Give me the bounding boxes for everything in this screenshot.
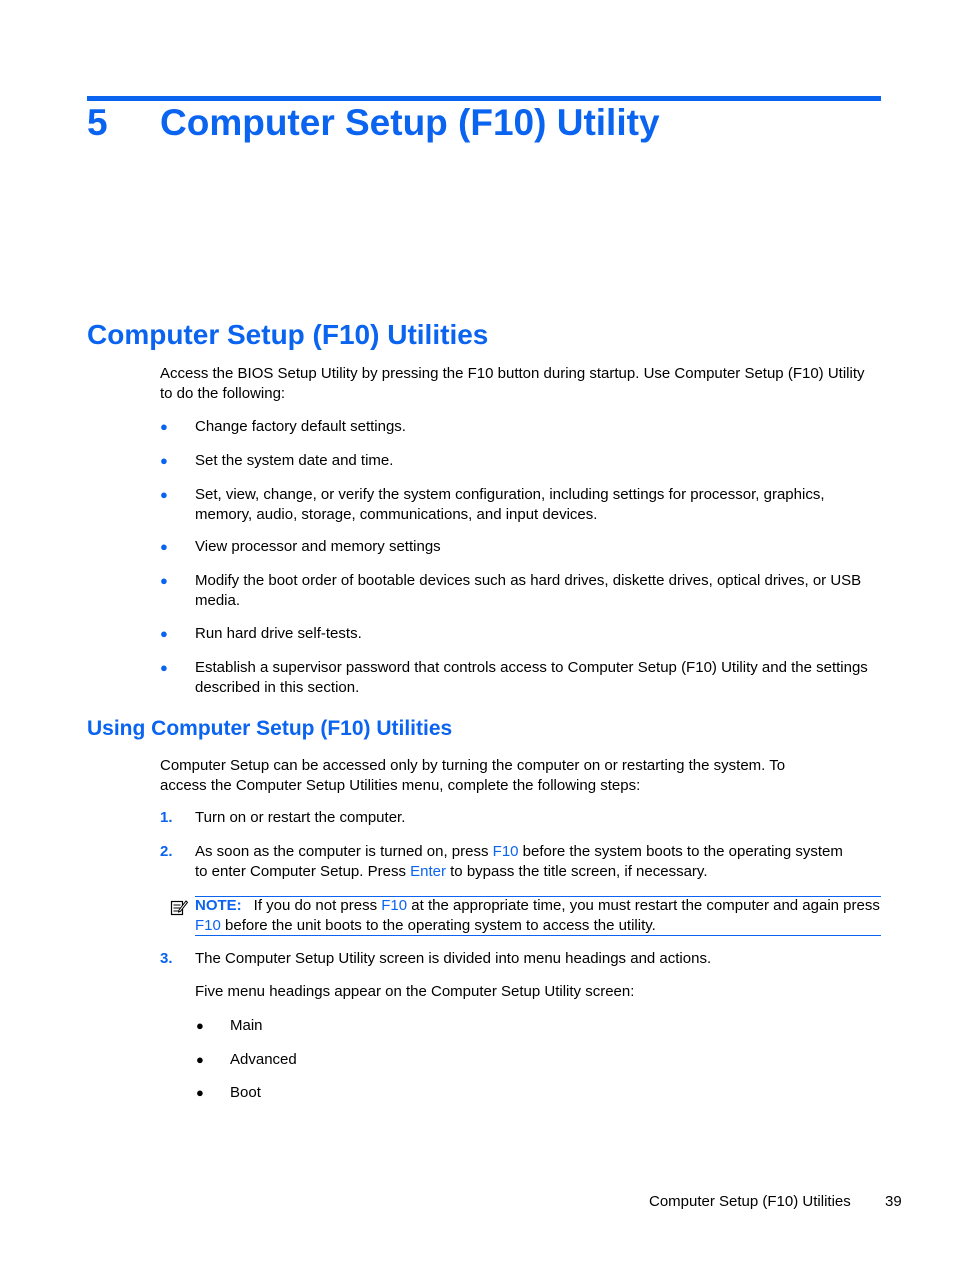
step-3-sub: Five menu headings appear on the Computer Setup Utility screen: [195,983,635,1000]
subsection-heading: Using Computer Setup (F10) Utilities [87,717,453,740]
key-enter: Enter [410,862,446,880]
note-label: NOTE: [195,897,242,914]
bullet-icon: ● [196,1018,204,1033]
bullet-icon: ● [160,573,168,588]
note-text: NOTE: If you do not press F10 at the appropriate time, you must restart the computer and again press F10 before the unit boots to the operating system to access the utility. [195,897,880,934]
bullet-icon: ● [196,1052,204,1067]
key-f10: F10 [381,897,408,914]
footer-title: Computer Setup (F10) Utilities [649,1193,851,1210]
key-f10: F10 [195,916,221,934]
bullet-icon: ● [160,419,168,434]
bullet-icon: ● [160,660,168,675]
bullet-icon: ● [160,487,168,502]
chapter-number: 5 [87,102,108,143]
bullet-icon: ● [196,1085,204,1100]
bullet-icon: ● [160,626,168,641]
bullet-icon: ● [160,539,168,554]
bullet-icon: ● [160,453,168,468]
section-intro: Access the BIOS Setup Utility by pressing the F10 button during startup. Use Computer Setup (F10) Utility to do the following: [160,365,865,402]
subsection-intro: Computer Setup can be accessed only by turning the computer on or restarting the system. To access the Computer Setup Utilities menu, complete the following steps: [160,757,786,794]
page-number: 39 [885,1193,902,1210]
section-heading: Computer Setup (F10) Utilities [87,319,489,350]
note-icon [169,897,189,917]
key-f10: F10 [492,843,519,860]
chapter-title: Computer Setup (F10) Utility [160,102,660,143]
